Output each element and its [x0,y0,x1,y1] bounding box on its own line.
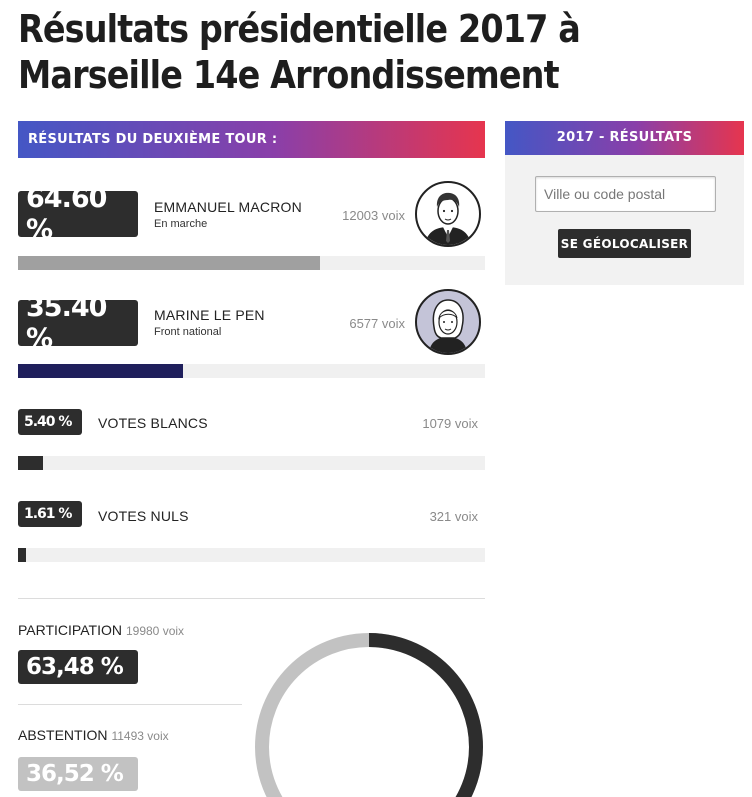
sidebar-header: 2017 - RÉSULTATS [505,121,744,155]
abstention-percent-badge: 36,52 % [18,757,138,791]
candidate-party: En marche [154,218,208,230]
votes-nuls-votes: 321 voix [429,509,478,524]
votes-nuls-percent-badge: 1.61 % [18,501,82,527]
votes-blancs-votes: 1079 voix [422,416,478,431]
participation-votes: 19980 voix [125,624,185,638]
votes-blancs-label: VOTES BLANCS [98,415,208,431]
candidate-progress-bar [18,364,485,378]
participation-percent-badge: 63,48 % [18,650,138,684]
participation-label [18,622,184,638]
candidate-votes: 12003 voix [342,208,405,223]
page-title-line-1: Résultats présidentielle 2017 à [18,7,580,51]
candidate-macron [18,181,485,271]
votes-nuls-label: VOTES NULS [98,508,189,524]
candidate-progress-fill [18,256,320,270]
section-divider [18,598,485,599]
abstention-title: ABSTENTION [18,727,108,743]
candidate-percent-badge: 35.40 % [18,300,138,346]
abstention-label [18,727,169,743]
participation-donut-chart [252,630,486,797]
page-title [18,6,652,98]
candidate-votes: 6577 voix [349,316,405,331]
candidate-progress-fill [18,364,183,378]
votes-nuls-progress-fill [18,548,26,562]
abstention-votes: 11493 voix [111,729,169,743]
votes-blancs [18,408,485,472]
geolocate-button[interactable]: SE GÉOLOCALISER [558,229,691,258]
round-header: RÉSULTATS DU DEUXIÈME TOUR : [18,121,485,158]
votes-blancs-progress-bar [18,456,485,470]
city-search-input[interactable] [535,176,716,212]
candidate-percent-badge: 64.60 % [18,191,138,237]
votes-nuls [18,501,485,565]
candidate-name: EMMANUEL MACRON [154,199,302,215]
macron-portrait-icon [415,181,481,247]
sidebar-search-panel [505,155,744,285]
votes-blancs-progress-fill [18,456,43,470]
le-pen-portrait-icon [415,289,481,355]
candidate-le-pen [18,289,485,379]
stat-divider [18,704,242,705]
page-title-line-2: Marseille 14e Arrondissement [18,53,559,97]
votes-nuls-progress-bar [18,548,485,562]
participation-title: PARTICIPATION [18,622,122,638]
candidate-name: MARINE LE PEN [154,307,265,323]
votes-blancs-percent-badge: 5.40 % [18,409,82,435]
candidate-party: Front national [154,326,222,338]
candidate-progress-bar [18,256,485,270]
